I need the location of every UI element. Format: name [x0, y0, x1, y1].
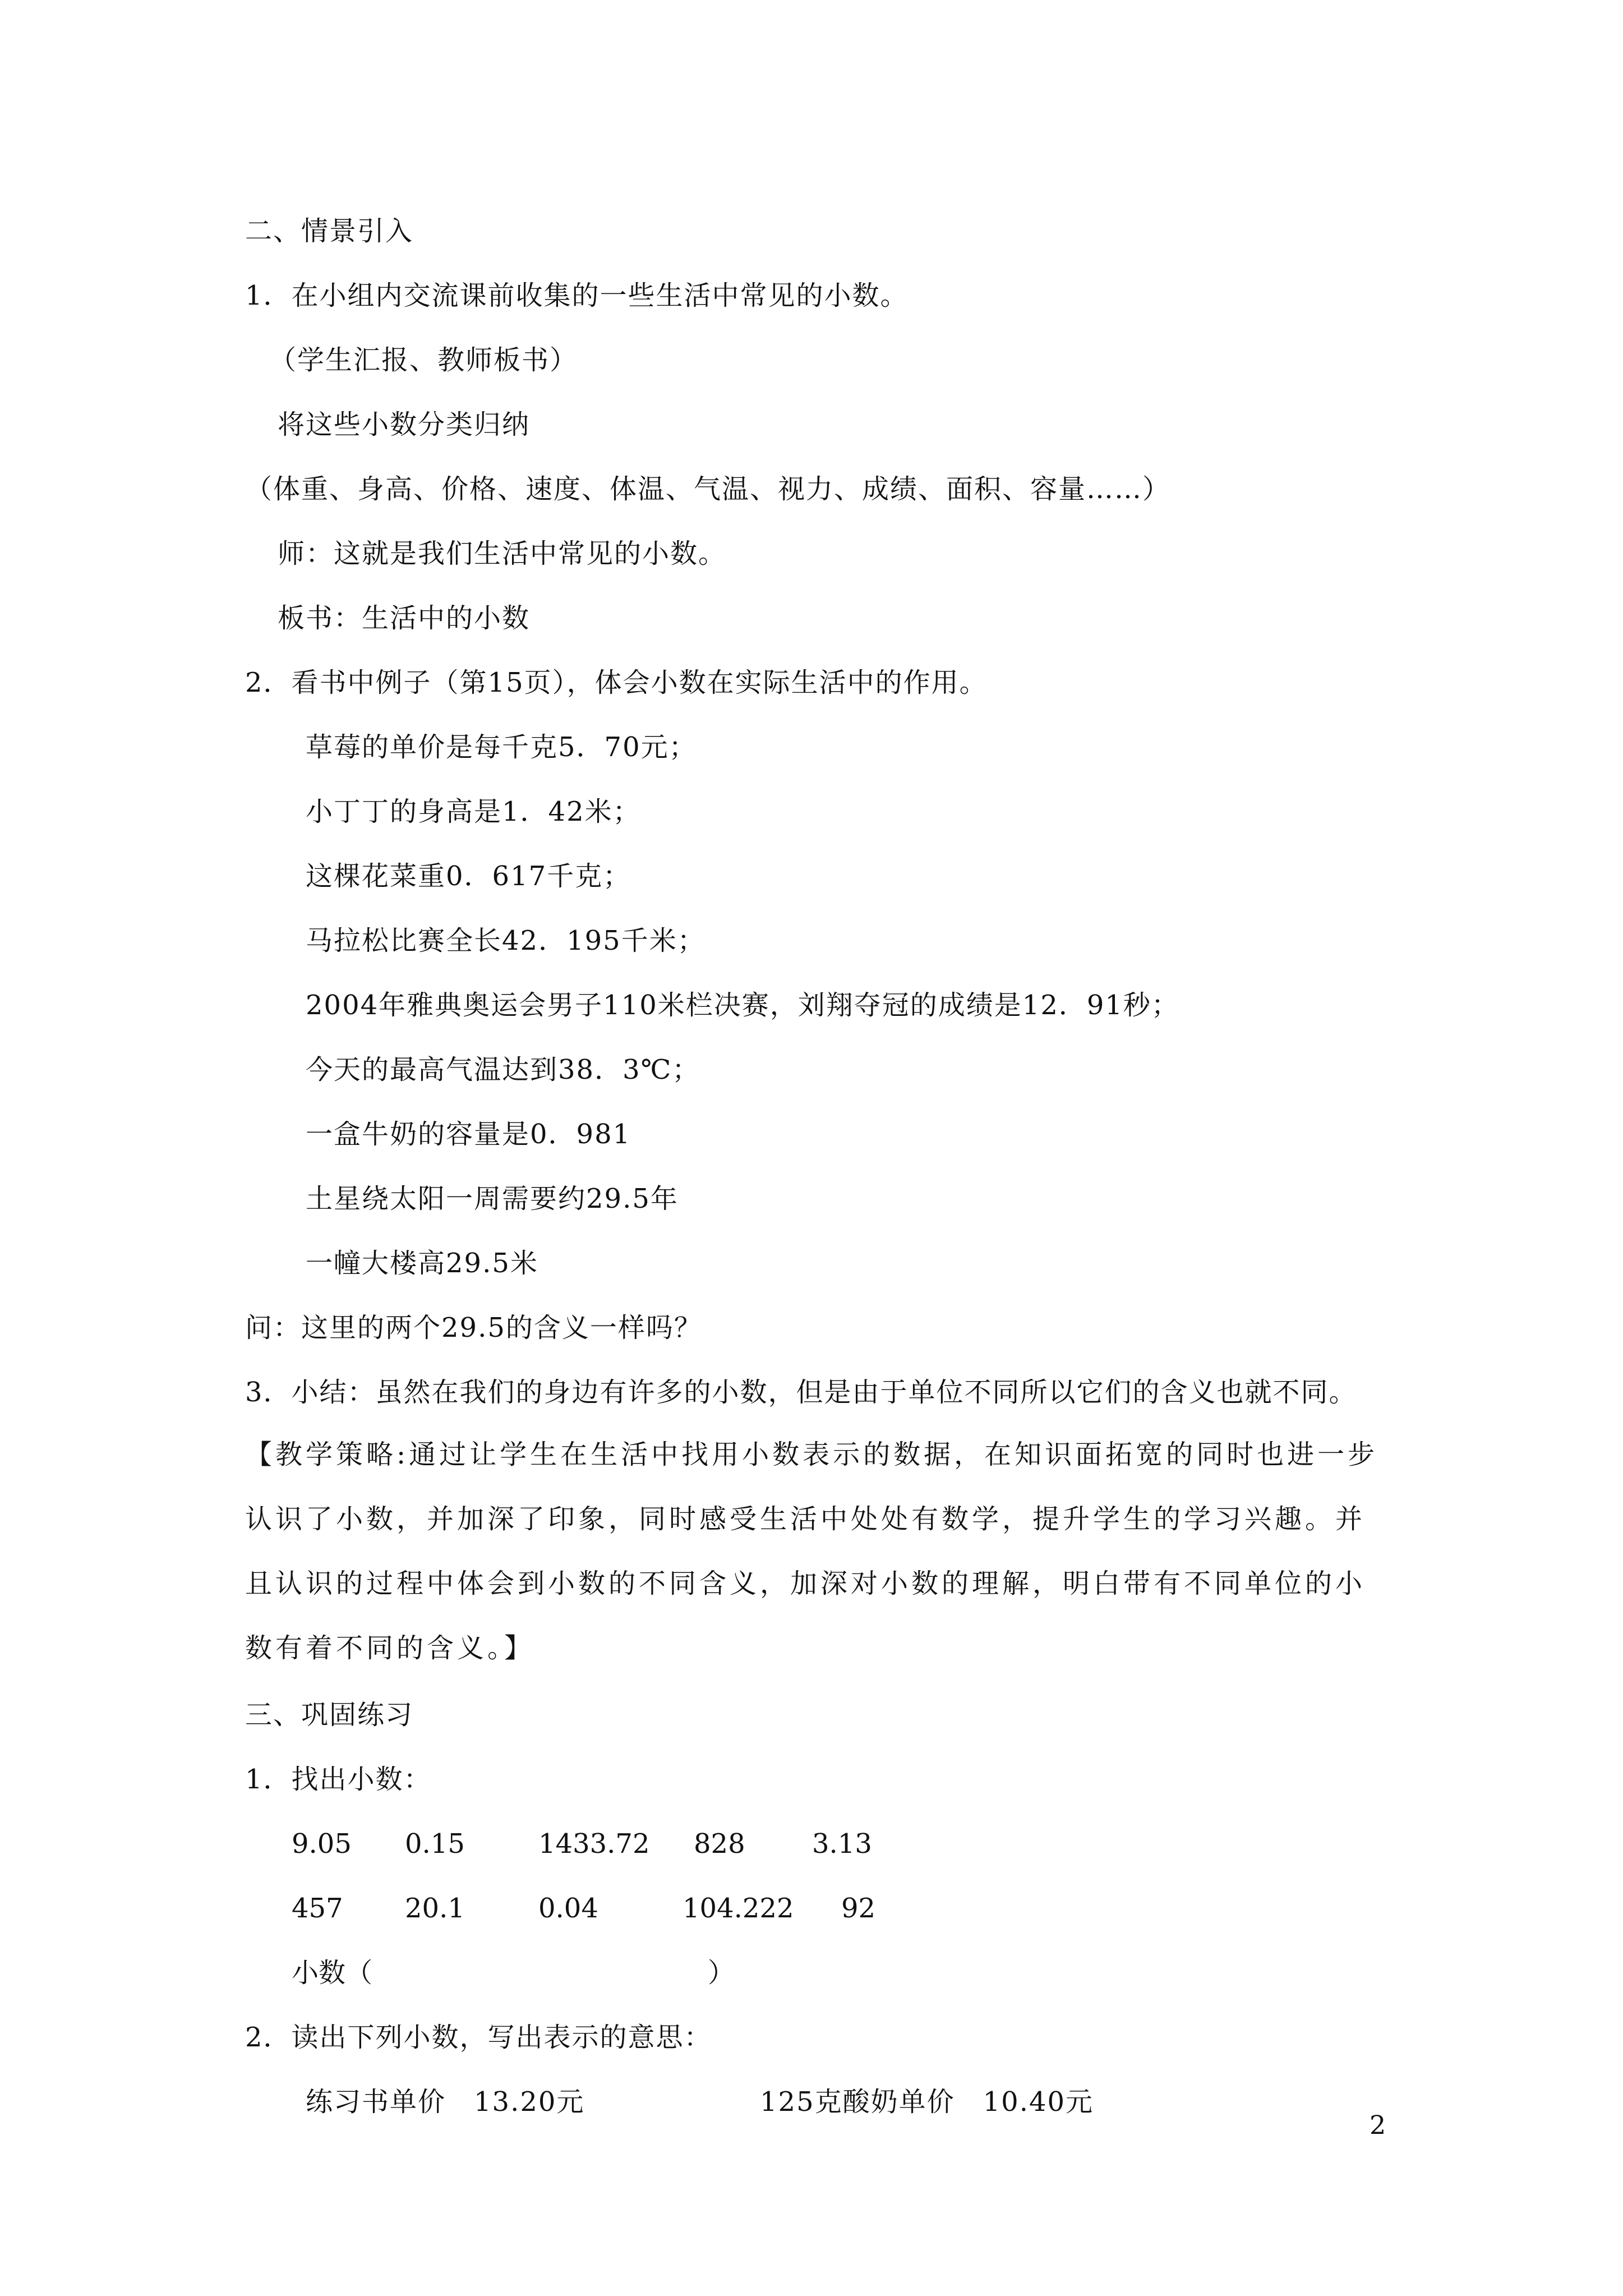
example-building: 一幢大楼高29.5米: [306, 1248, 538, 1279]
practice-item-2: 2．读出下列小数，写出表示的意思：: [245, 2022, 712, 2053]
example-milk: 一盒牛奶的容量是0．981: [306, 1119, 631, 1150]
section-heading-practice: 三、巩固练习: [245, 1699, 414, 1731]
number-cell: 0.04: [538, 1893, 598, 1924]
teacher-remark: 师：这就是我们生活中常见的小数。: [278, 538, 727, 569]
example-saturn: 土星绕太阳一周需要约29.5年: [306, 1183, 679, 1214]
student-report-note: （学生汇报、教师板书）: [269, 344, 578, 376]
example-hurdles: 2004年雅典奥运会男子110米栏决赛，刘翔夺冠的成绩是12．91秒；: [306, 990, 1179, 1021]
number-cell: 1433.72: [538, 1828, 650, 1860]
answer-close-paren: ）: [708, 1957, 735, 1989]
number-cell: 104.222: [683, 1893, 794, 1924]
example-height: 小丁丁的身高是1．42米；: [306, 796, 641, 827]
example-strawberry: 草莓的单价是每千克5．70元；: [306, 731, 697, 763]
item-1-exchange: 1．在小组内交流课前收集的一些生活中常见的小数。: [245, 280, 909, 311]
reading-yogurt: 125克酸奶单价 10.40元: [760, 2086, 1094, 2118]
category-list: （体重、身高、价格、速度、体温、气温、视力、成绩、面积、容量……）: [245, 473, 1171, 505]
number-cell: 3.13: [812, 1828, 872, 1860]
number-cell: 0.15: [405, 1828, 465, 1860]
classify-instruction: 将这些小数分类归纳: [278, 409, 531, 440]
page-number: 2: [1370, 2110, 1386, 2140]
teaching-strategy: 【教学策略:通过让学生在生活中找用小数表示的数据，在知识面拓宽的同时也进一步认识了小数，并加深了印象，同时感受生活中处处有数学，提升学生的学习兴趣。并且认识的过程中体会到小数的不同含义，加深对小数的理解，明白带有不同单位的小数有着不同的含义。】: [245, 1439, 1378, 1664]
number-cell: 20.1: [405, 1893, 465, 1924]
practice-item-1: 1．找出小数：: [245, 1764, 432, 1795]
board-writing: 板书：生活中的小数: [278, 602, 531, 634]
example-cauliflower: 这棵花菜重0．617千克；: [306, 861, 631, 892]
item-3-summary: 3．小结：虽然在我们的身边有许多的小数，但是由于单位不同所以它们的含义也就不同。: [245, 1377, 1357, 1408]
section-heading-situation: 二、情景引入: [245, 215, 414, 247]
item-2-textbook: 2．看书中例子（第15页），体会小数在实际生活中的作用。: [245, 667, 988, 698]
answer-label: 小数（: [292, 1957, 373, 1989]
number-cell: 92: [841, 1893, 876, 1924]
reading-exercise-book: 练习书单价 13.20元: [306, 2086, 585, 2118]
number-cell: 457: [292, 1893, 343, 1924]
number-cell: 828: [694, 1828, 745, 1860]
example-marathon: 马拉松比赛全长42．195千米；: [306, 925, 706, 956]
example-temperature: 今天的最高气温达到38．3℃；: [306, 1054, 700, 1085]
number-cell: 9.05: [292, 1828, 352, 1860]
question-meaning: 问：这里的两个29.5的含义一样吗？: [245, 1312, 702, 1343]
